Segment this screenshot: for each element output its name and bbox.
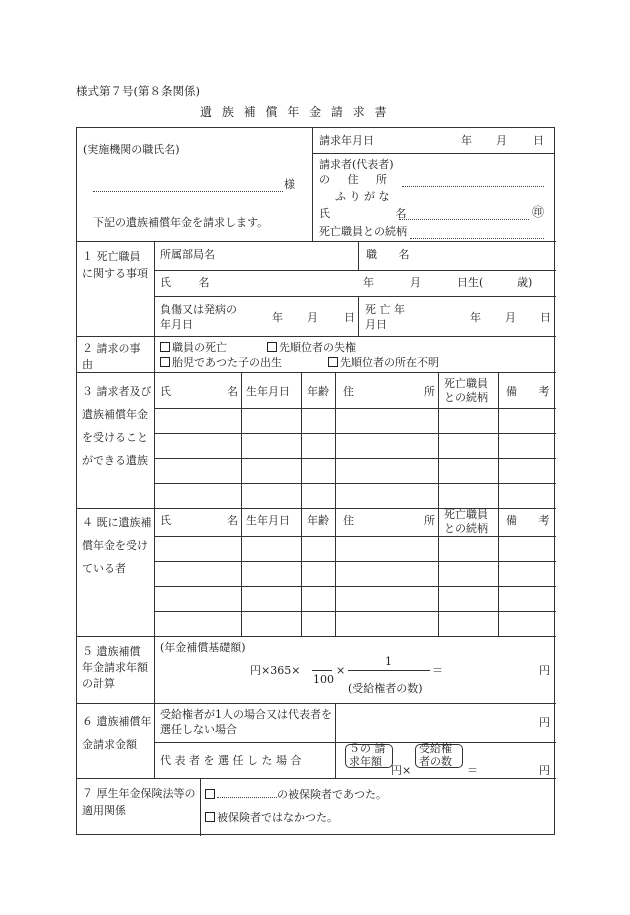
s3-header-address-left: 住 [343, 385, 354, 398]
reason-fetus-option[interactable]: 胎児であつた子の出生 [160, 356, 282, 370]
s4-header-address-left: 住 [343, 514, 354, 527]
s4-header-address-right: 所 [424, 514, 435, 527]
injury-day: 日 [344, 311, 355, 324]
claimant-address-field[interactable] [402, 186, 544, 187]
death-day: 日 [540, 311, 551, 324]
claimant-relation-field[interactable] [410, 238, 544, 239]
form-number: 様式第７号(第８条関係) [76, 84, 200, 98]
bracket-beneficiary-count: 受給権者の数 [419, 742, 452, 768]
checkbox[interactable] [160, 357, 170, 367]
section1-label: １ 死亡職員に関する事項 [82, 250, 148, 280]
injury-year: 年 [272, 311, 283, 324]
dept-label: 所属部局名 [160, 248, 215, 261]
fraction1-denominator: 100 [313, 673, 334, 686]
bracket-annual-amount: ５の 請求年額 [349, 742, 386, 768]
fraction2-numerator: 1 [385, 655, 392, 668]
claimant-label: 請求者(代表者) [319, 158, 394, 171]
s3-header-address-right: 所 [424, 385, 435, 398]
s4-header-relation: 死亡職員との続柄 [444, 508, 488, 535]
address-label: の 住 所 [319, 173, 387, 186]
s4-header-name-left: 氏 [160, 514, 171, 527]
s3-header-birthdate: 生年月日 [246, 385, 290, 398]
section3-label: ３ 請求者及び遺族補償年金を受けることができる遺族 [82, 385, 152, 467]
section6-label: ６ 遺族補償年金請求金額 [82, 715, 152, 751]
formula-prefix: 円×365× [250, 664, 301, 677]
org-name-field[interactable] [93, 191, 283, 192]
date-month: 月 [496, 134, 507, 147]
date-day: 日 [533, 134, 544, 147]
birth-year: 年 [363, 276, 374, 289]
fraction2-denominator: (受給権者の数) [348, 682, 423, 695]
section2-label: ２ 請求の事由 [82, 342, 141, 371]
death-month: 月 [505, 311, 516, 324]
s4-header-remarks: 備 考 [506, 514, 550, 527]
not-insured-option[interactable]: 被保険者ではなかつた。 [205, 811, 338, 825]
checkbox[interactable] [160, 342, 170, 352]
birth-day: 日生( [457, 276, 484, 289]
case2-label: 代 表 者 を 選 任 し た 場 合 [160, 754, 302, 767]
seal-mark: ㊞ [532, 205, 545, 219]
insured-option[interactable]: の被保険者であつた。 [205, 788, 387, 802]
reason-death-option[interactable]: 職員の死亡 [160, 341, 227, 355]
deceased-name-label: 氏 名 [160, 276, 210, 289]
times-sign: × [336, 664, 346, 677]
checkbox[interactable] [328, 357, 338, 367]
checkbox[interactable] [205, 789, 215, 799]
sama-label: 様 [284, 178, 295, 191]
s4-header-name-right: 名 [227, 514, 238, 527]
document-title: 遺 族 補 償 年 金 請 求 書 [200, 105, 390, 119]
org-label: (実施機関の職氏名) [83, 143, 180, 156]
basis-label: (年金補償基礎額) [160, 641, 246, 654]
insurance-name-field[interactable] [217, 788, 277, 798]
section7-label: ７ 厚生年金保険法等の適用関係 [82, 787, 196, 817]
case2-equals: ＝ [467, 764, 478, 777]
birth-month: 月 [410, 276, 421, 289]
s3-header-name-right: 名 [227, 385, 238, 398]
date-year: 年 [461, 134, 472, 147]
claimant-name-field[interactable] [399, 219, 529, 220]
request-text: 下記の遺族補償年金を請求します。 [93, 216, 269, 229]
date-label: 請求年月日 [319, 134, 374, 147]
checkbox[interactable] [205, 812, 215, 822]
section4-label: ４ 既に遺族補償年金を受けている者 [82, 516, 152, 575]
reason-missing-option[interactable]: 先順位者の所在不明 [328, 356, 439, 370]
s4-header-birthdate: 生年月日 [246, 514, 290, 527]
case2-yen: 円 [539, 764, 550, 777]
age-suffix: 歳) [517, 276, 533, 289]
s3-header-name-left: 氏 [160, 385, 171, 398]
claimant-name-label: 氏 名 [319, 207, 407, 220]
death-date-label: 死 亡 年月日 [365, 303, 405, 331]
section5-label: ５ 遺族補償年金請求年額の計算 [82, 645, 148, 690]
injury-date-label: 負傷又は発病の年月日 [160, 303, 237, 331]
yen-unit: 円 [539, 664, 550, 677]
checkbox[interactable] [267, 342, 277, 352]
case1-yen: 円 [539, 716, 550, 729]
reason-forfeit-option[interactable]: 先順位者の失権 [267, 341, 356, 355]
injury-month: 月 [307, 311, 318, 324]
position-label: 職 名 [366, 248, 410, 261]
s3-header-relation: 死亡職員との続柄 [444, 377, 488, 404]
case1-label: 受給権者が1人の場合又は代表者を選任しない場合 [160, 708, 332, 736]
claim-form [76, 127, 555, 835]
equals-sign: ＝ [432, 664, 443, 677]
s3-header-remarks: 備 考 [506, 385, 550, 398]
death-year: 年 [470, 311, 481, 324]
furigana-label: ふ り が な [335, 190, 390, 203]
s4-header-age: 年齢 [307, 514, 329, 527]
relation-label: 死亡職員との続柄 [319, 225, 407, 238]
s3-header-age: 年齢 [307, 385, 329, 398]
case2-formula: 円× [391, 764, 412, 777]
